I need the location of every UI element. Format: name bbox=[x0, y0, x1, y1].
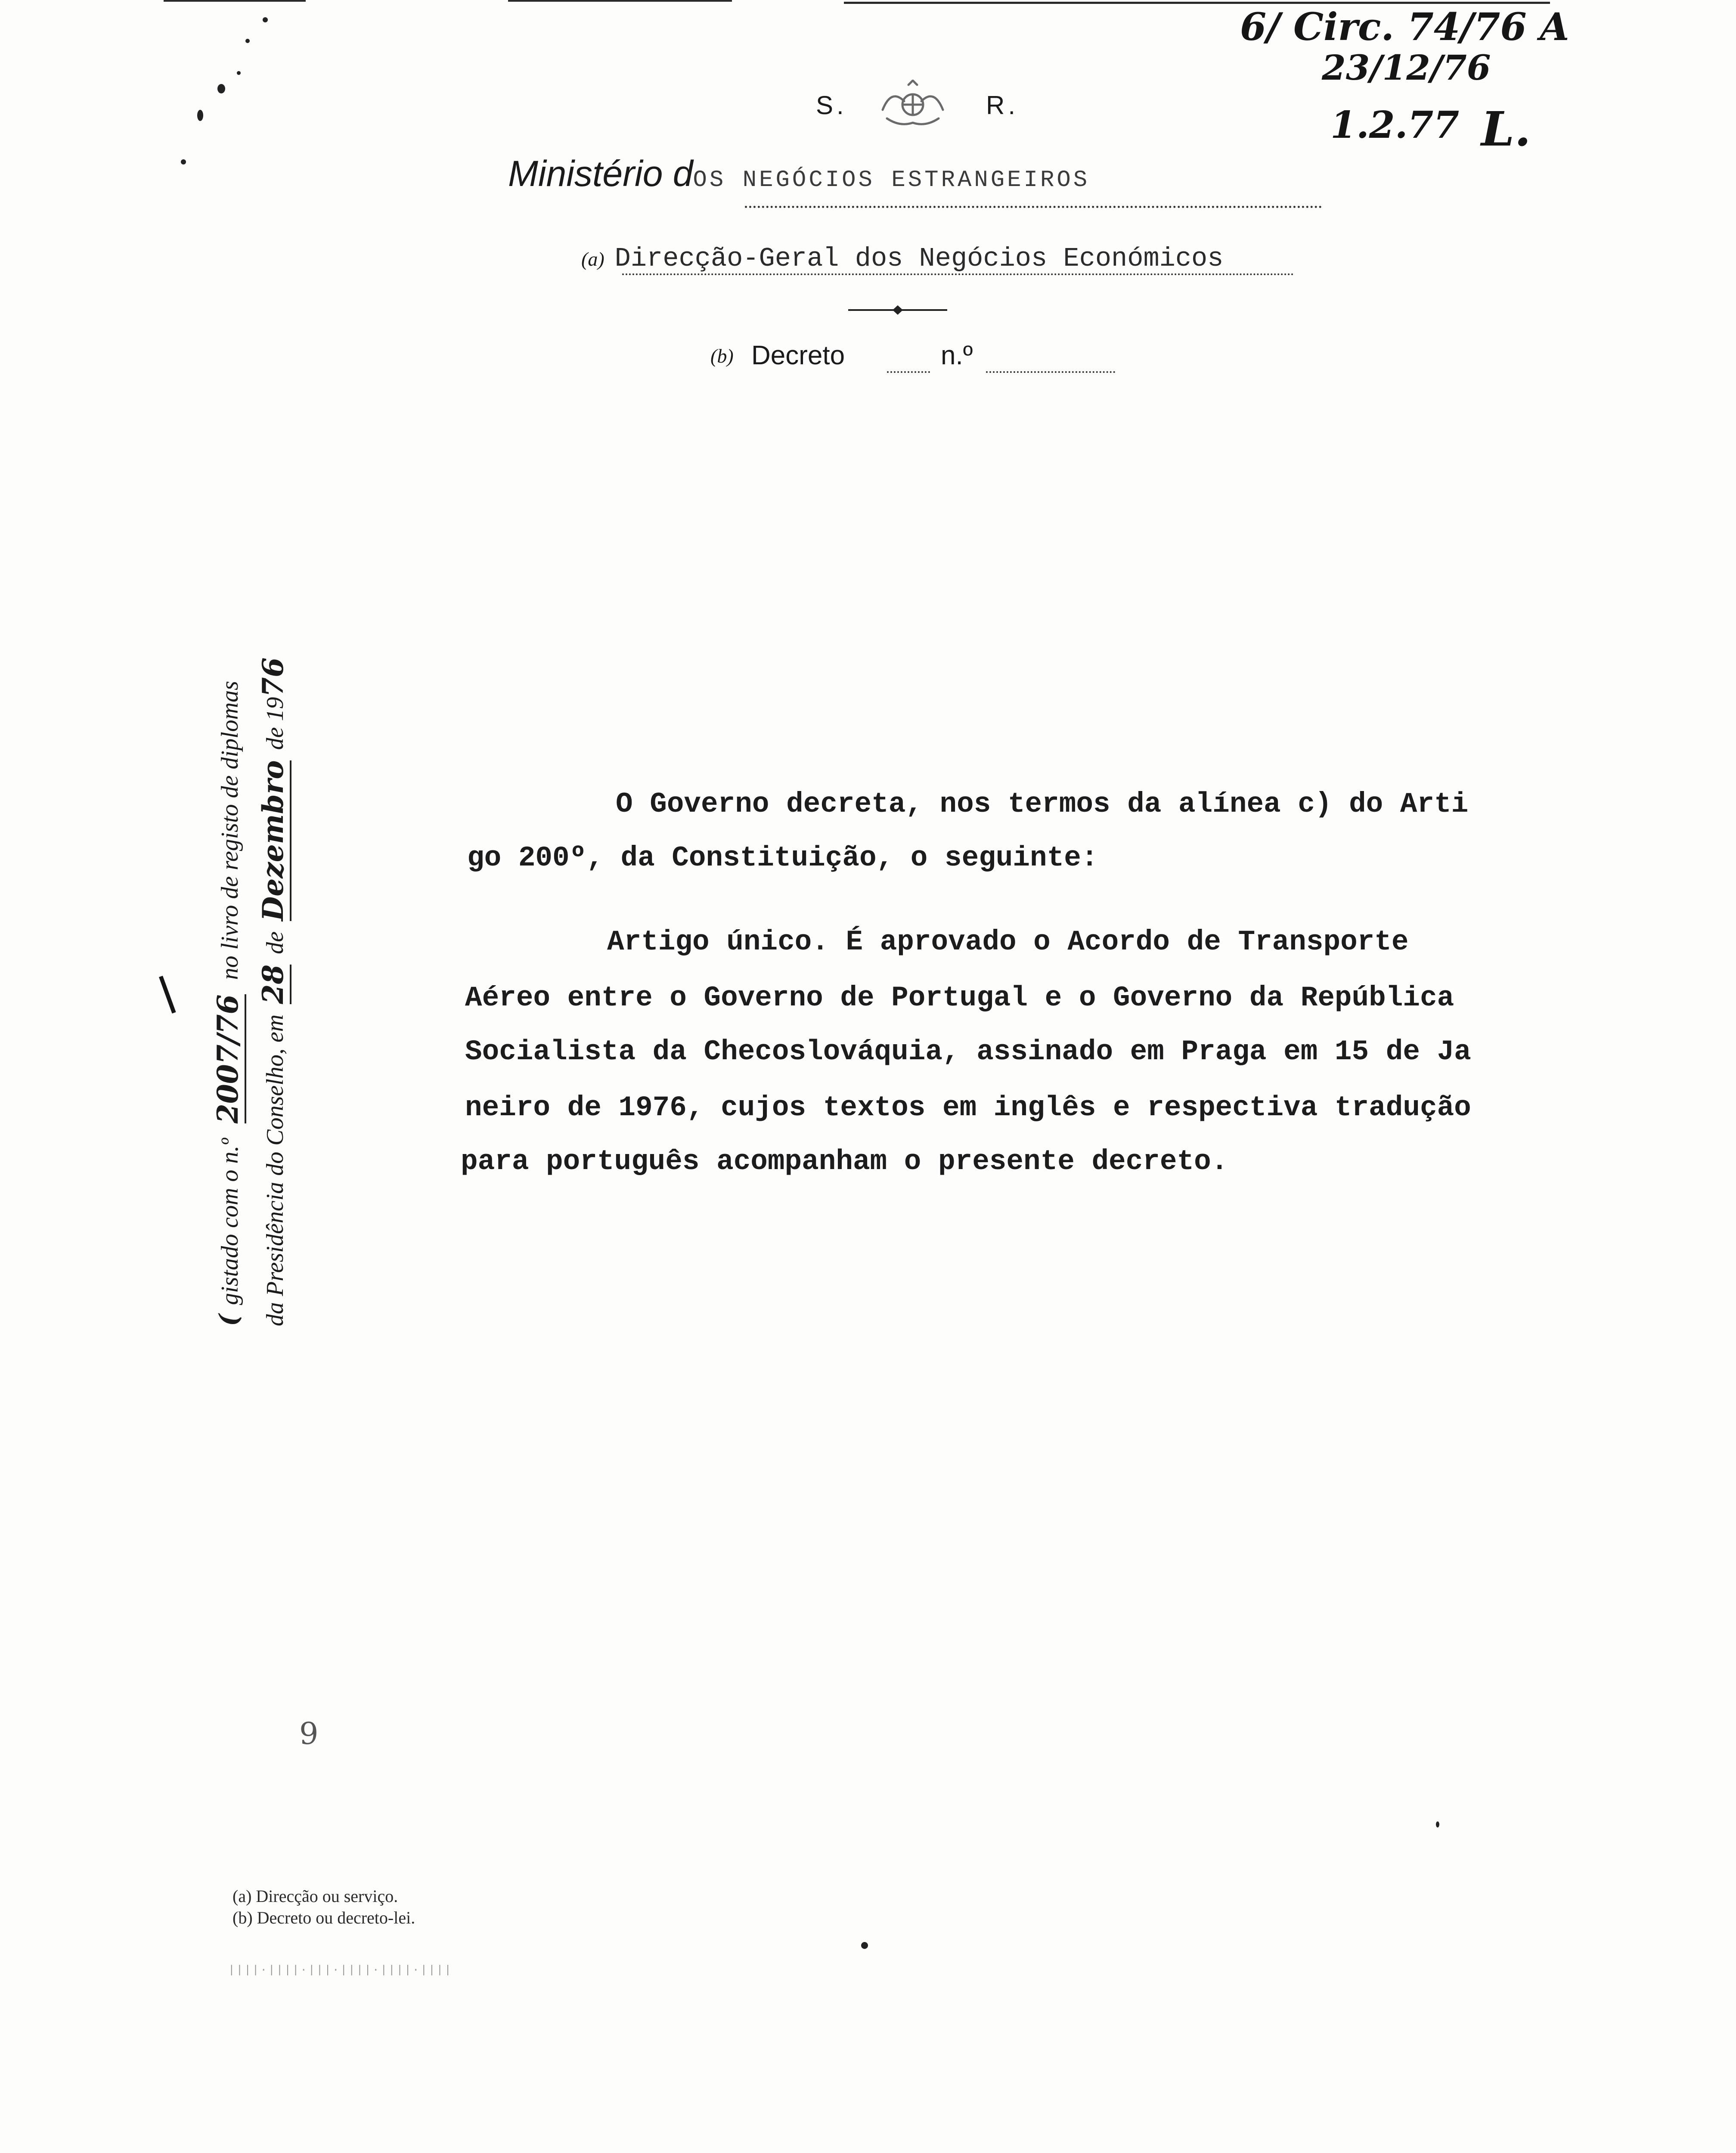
margin-register-line1 bbox=[211, 681, 245, 1326]
ministerio-typed: OS NEGÓCIOS ESTRANGEIROS bbox=[693, 167, 1090, 193]
body-line-2: go 200º, da Constituição, o seguinte: bbox=[467, 842, 1098, 874]
handwritten-initial: L. bbox=[1481, 101, 1531, 157]
margin-register-month: Dezembro bbox=[256, 760, 291, 921]
coat-of-arms-icon bbox=[874, 80, 952, 131]
top-edge-rule-right bbox=[844, 2, 1550, 4]
top-edge-rule-middle bbox=[508, 0, 732, 2]
decreto-label: Decreto bbox=[751, 341, 845, 370]
direccao-dotted-rule bbox=[622, 273, 1294, 275]
handwritten-annotation-line1: 6/ Circ. 74/76 A bbox=[1240, 4, 1569, 49]
handwritten-annotation-line2: 23/12/76 bbox=[1322, 47, 1491, 88]
printer-mark: ||||·||||·|||·||||·||||·|||| bbox=[228, 1964, 453, 1976]
direccao-marker: (a) bbox=[581, 248, 604, 270]
margin-register-de: de bbox=[262, 931, 288, 954]
letterhead-s: S. bbox=[816, 91, 847, 120]
margin-tick-mark: | bbox=[152, 968, 181, 1016]
handwritten-annotation-line3: 1.2.77 bbox=[1330, 103, 1460, 147]
margin-register-year-prefix: de 19 bbox=[262, 697, 288, 750]
direccao-line bbox=[581, 243, 1223, 274]
margin-register-year: 76 bbox=[256, 657, 290, 697]
body-line-5: Socialista da Checoslováquia, assinado em Praga em 15 de Ja bbox=[465, 1036, 1471, 1068]
edge-speck bbox=[217, 84, 225, 93]
body-line-3: Artigo único. É aprovado o Acordo de Transporte bbox=[607, 926, 1409, 958]
margin-register-line2 bbox=[256, 658, 290, 1326]
ministerio-heading bbox=[508, 153, 1090, 195]
ministerio-label: Ministério d bbox=[508, 153, 693, 194]
body-line-6: neiro de 1976, cujos textos em inglês e respectiva tradução bbox=[465, 1092, 1471, 1124]
footnote-b: (b) Decreto ou decreto-lei. bbox=[232, 1908, 415, 1927]
margin-register-suffix: no livro de registo de diplomas bbox=[217, 681, 243, 980]
body-line-7: para português acompanham o presente decreto. bbox=[461, 1145, 1228, 1178]
decreto-marker: (b) bbox=[710, 345, 734, 367]
margin-register-number: 2007/76 bbox=[211, 994, 246, 1123]
margin-register-paren-open: ( bbox=[214, 1305, 244, 1326]
margin-register-day: 28 bbox=[256, 965, 291, 1004]
edge-speck bbox=[237, 71, 241, 75]
body-line-4: Aéreo entre o Governo de Portugal e o Governo da República bbox=[465, 982, 1454, 1014]
margin-register-presidencia: da Presidência do Conselho, em bbox=[262, 1014, 288, 1326]
footnote-a: (a) Direcção ou serviço. bbox=[232, 1886, 398, 1906]
edge-speck bbox=[861, 1942, 868, 1949]
edge-speck bbox=[197, 110, 203, 121]
edge-speck bbox=[245, 39, 250, 43]
edge-speck bbox=[263, 17, 268, 22]
edge-speck bbox=[181, 159, 186, 164]
direccao-typed: Direcção-Geral dos Negócios Económicos bbox=[614, 243, 1224, 274]
ministerio-dotted-rule bbox=[745, 206, 1322, 208]
page-mark: 9 bbox=[299, 1716, 319, 1751]
ornament-divider bbox=[848, 304, 947, 316]
top-edge-rule-left bbox=[164, 0, 306, 2]
decreto-number-label: n.º bbox=[941, 341, 973, 370]
edge-speck bbox=[1436, 1821, 1439, 1827]
margin-register-prefix: gistado com o n.º bbox=[217, 1138, 243, 1305]
decreto-number-dotted-rule bbox=[986, 371, 1115, 373]
body-line-1: O Governo decreta, nos termos da alínea c) do Arti bbox=[616, 788, 1469, 820]
letterhead-r: R. bbox=[986, 91, 1019, 120]
decreto-dotted-rule bbox=[887, 371, 930, 373]
